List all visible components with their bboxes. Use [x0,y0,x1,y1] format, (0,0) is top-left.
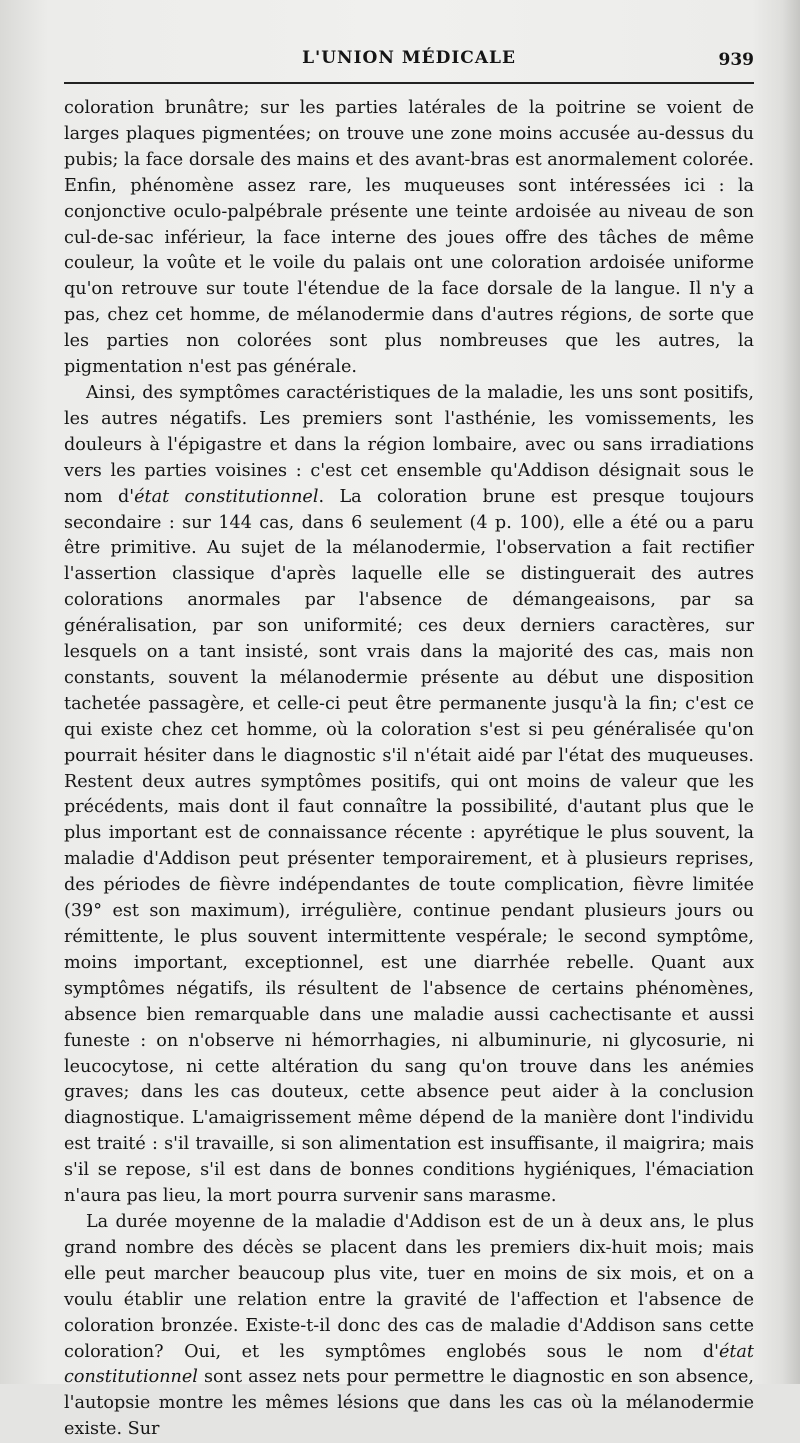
page-edge-shadow [782,0,800,1384]
running-title: L'UNION MÉDICALE [302,48,516,68]
italic-term: état constitutionnel [134,486,319,507]
page-number: 939 [718,50,754,70]
text-segment: . La coloration brune est presque toujours secondaire : sur 144 cas, dans 6 seulement (4 p. 100), elle a été ou a paru être primitive. Au sujet de la mélanodermie, l'observation a fait rectifier l'assertion classique d'après laquelle elle se distinguerait des autres colorations anormales par l'absence de démangeaisons, par sa généralisation, par son uniformité; ces deux derniers caractères, sur lesquels on a tant insisté, sont vrais dans la majorité des cas, mais non constants, souvent la mélanodermie présente au début une disposition tachetée passagère, et celle-ci peut être permanente jusqu'à la fin; c'est ce qui existe chez cet homme, où la coloration s'est si peu généralisée qu'on pourrait hésiter dans le diagnostic s'il n'était aidé par l'état des muqueuses. Restent deux autres symptômes positifs, qui ont moins de valeur que les précédents, mais dont il faut connaître la possibilité, d'autant plus que le plus important est de connaissance récente : apyrétique le plus souvent, la maladie d'Addison peut présenter temporairement, et à plusieurs reprises, des périodes de fièvre indépendantes de toute complication, fièvre limitée (39° est son maximum), irrégulière, continue pendant plusieurs jours ou rémittente, le plus souvent intermittente vespérale; le second symptôme, moins important, exceptionnel, est une diarrhée rebelle. Quant aux symptômes négatifs, ils résultent de l'absence de certains phénomènes, absence bien remarquable dans une maladie aussi cachectisante et aussi funeste : on n'observe ni hémorrhagies, ni albuminurie, ni glycosurie, ni leucocytose, ni cette altération du sang qu'on trouve dans les anémies graves; dans les cas douteux, cette absence peut aider à la conclusion diagnostique. L'amaigrissement même dépend de la manière dont l'individu est traité : s'il travaille, si son alimentation est insuffisante, il maigrira; mais s'il se repose, s'il est dans de bonnes conditions hygiéniques, l'émaciation n'aura pas lieu, la mort pourra survenir sans marasme. [64,486,754,1207]
text-segment: Ainsi, des symptômes caractéristiques de la maladie, les uns sont positifs, les autres négatifs. Les premiers sont l'asthénie, les vomissements, les douleurs à l'épigastre et dans la région lombaire, avec ou sans irradiations vers les parties voisines : c'est cet ensemble qu'Addison désignait sous le nom d' [64,382,754,507]
paragraph-continued [64,96,754,381]
text-segment: sont assez nets pour permettre le diagnostic en son absence, l'autopsie montre les mêmes lésions que dans les cas où la mélanodermie existe. Sur [64,1367,754,1440]
paragraph-symptoms [64,381,754,1210]
italic-term: état constitutionnel [64,1341,754,1388]
page-header [64,48,754,84]
paragraph-duration [64,1210,754,1443]
text-segment: La durée moyenne de la maladie d'Addison est de un à deux ans, le plus grand nombre des décès se placent dans les premiers dix-huit mois; mais elle peut marcher beaucoup plus vite, tuer en moins de six mois, et on a voulu établir une relation entre la gravité de l'affection et l'absence de coloration bronzée. Existe-t-il donc des cas de maladie d'Addison sans cette coloration? Oui, et les symptômes englobés sous le nom d' [64,1211,754,1362]
body-text [64,96,754,1443]
text-segment: coloration brunâtre; sur les parties latérales de la poitrine se voient de larges plaques pigmentées; on trouve une zone moins accusée au-dessus du pubis; la face dorsale des mains et des avant-bras est anormalement colorée. Enfin, phénomène assez rare, les muqueuses sont intéressées ici : la conjonctive oculo-palpébrale présente une teinte ardoisée au niveau de son cul-de-sac inférieur, la face interne des joues offre des tâches de même couleur, la voûte et le voile du palais ont une coloration ardoisée uniforme qu'on retrouve sur toute l'étendue de la face dorsale de la langue. Il n'y a pas, chez cet homme, de mélanodermie dans d'autres régions, de sorte que les parties non colorées sont plus nombreuses que les autres, la pigmentation n'est pas générale. [64,98,754,378]
